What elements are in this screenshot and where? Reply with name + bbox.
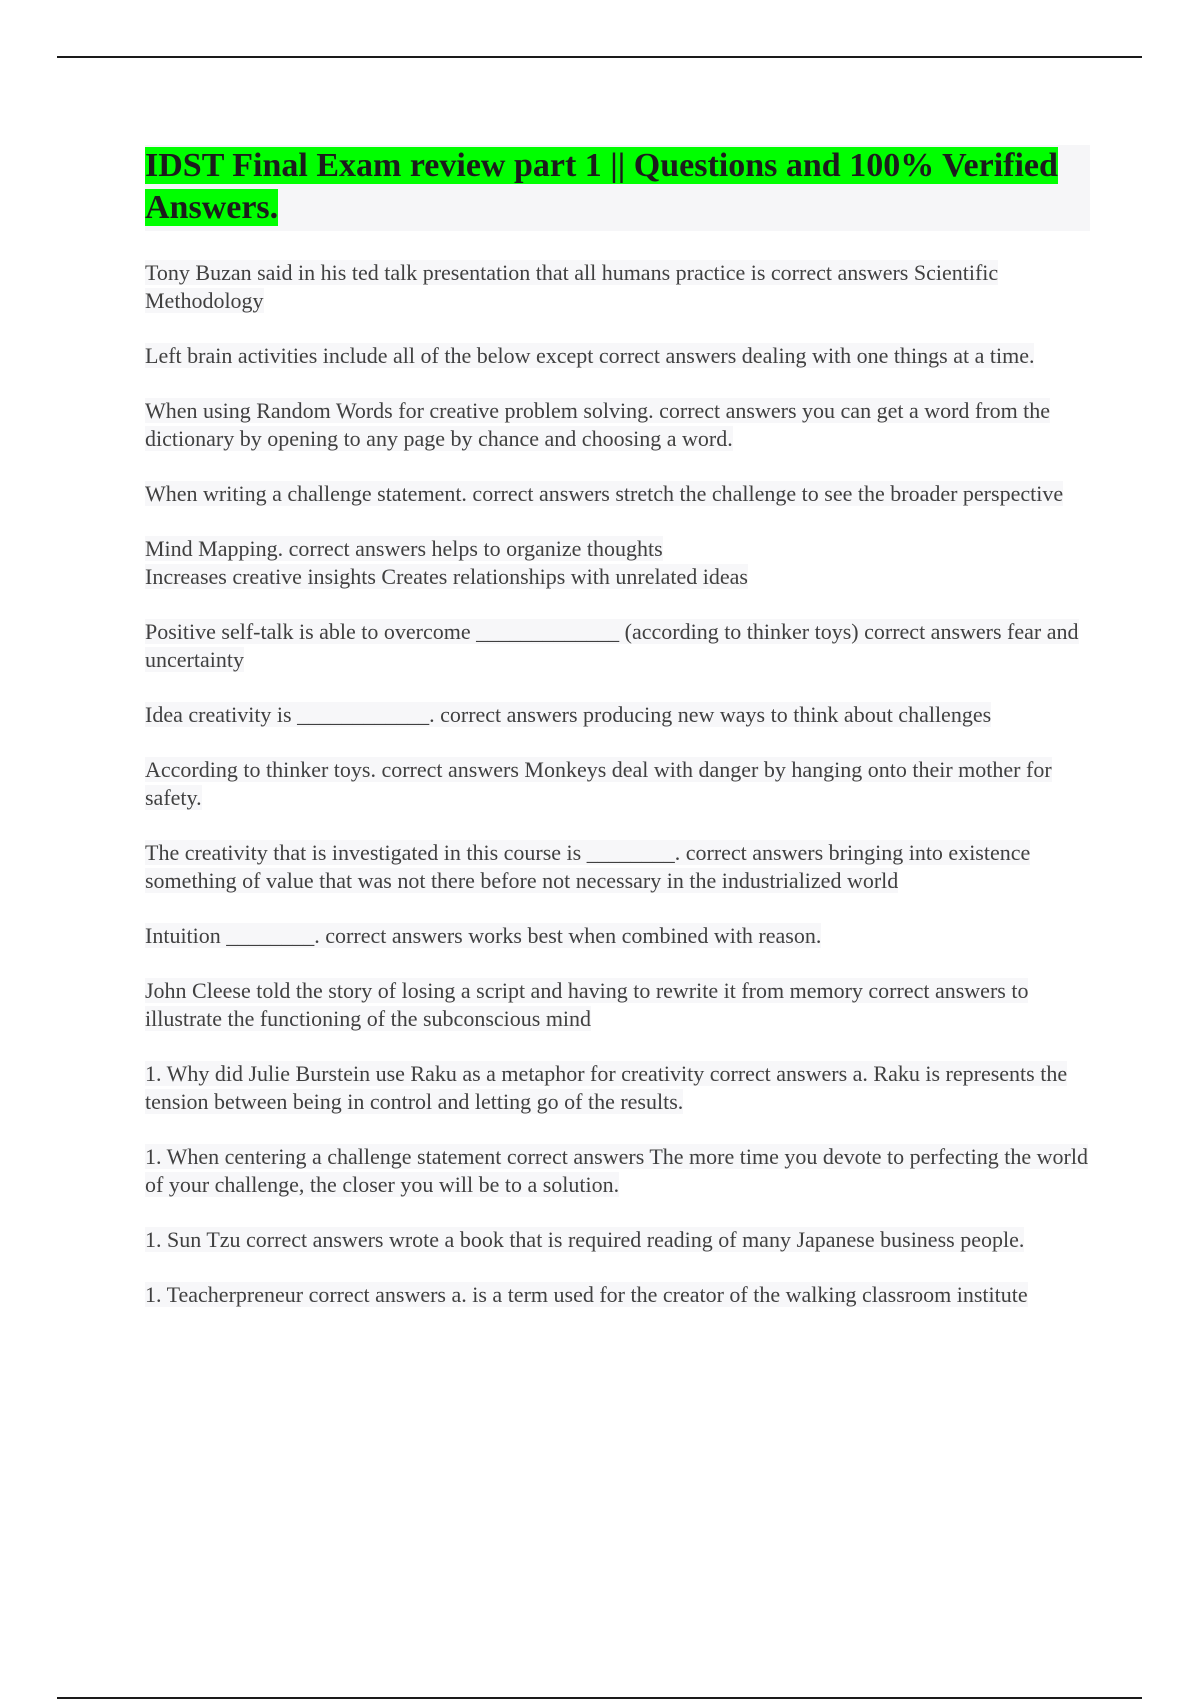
qa-item-10: Intuition ________. correct answers works best when combined with reason. [145, 923, 822, 948]
qa-item-15: 1. Teacherpreneur correct answers a. is a term used for the creator of the walking classroom institute [145, 1282, 1028, 1307]
qa-item-6: Positive self-talk is able to overcome _____________ (according to thinker toys) correct answers fear and uncertainty [145, 619, 1079, 672]
qa-item-13: 1. When centering a challenge statement correct answers The more time you devote to perfecting the world of your challenge, the closer you will be to a solution. [145, 1144, 1088, 1197]
qa-item-12: 1. Why did Julie Burstein use Raku as a metaphor for creativity correct answers a. Raku is represents the tension between being in control and letting go of the results. [145, 1061, 1068, 1114]
title-highlight: IDST Final Exam review part 1 || Questions and 100% Verified Answers. [145, 147, 1058, 226]
qa-item-9: The creativity that is investigated in this course is ________. correct answers bringing into existence something of value that was not there before not necessary in the industrialized world [145, 840, 1031, 893]
document-body [145, 145, 1090, 1336]
qa-item-1: Tony Buzan said in his ted talk presentation that all humans practice is correct answers Scientific Methodology [145, 260, 999, 313]
qa-item-14: 1. Sun Tzu correct answers wrote a book that is required reading of many Japanese business people. [145, 1227, 1025, 1252]
qa-item-7: Idea creativity is ____________. correct answers producing new ways to think about challenges [145, 702, 992, 727]
qa-item-2: Left brain activities include all of the below except correct answers dealing with one things at a time. [145, 343, 1035, 368]
bottom-rule [57, 1697, 1142, 1699]
qa-item-4: When writing a challenge statement. correct answers stretch the challenge to see the broader perspective [145, 481, 1064, 506]
qa-item-11: John Cleese told the story of losing a script and having to rewrite it from memory correct answers to illustrate the functioning of the subconscious mind [145, 978, 1029, 1031]
qa-list [145, 259, 1090, 1309]
qa-item-3: When using Random Words for creative problem solving. correct answers you can get a word from the dictionary by opening to any page by chance and choosing a word. [145, 398, 1051, 451]
qa-item-5: Mind Mapping. correct answers helps to organize thoughts Increases creative insights Creates relationships with unrelated ideas [145, 536, 748, 589]
document-title [145, 145, 1090, 229]
qa-item-8: According to thinker toys. correct answers Monkeys deal with danger by hanging onto their mother for safety. [145, 757, 1052, 810]
title-block [145, 145, 1090, 231]
top-rule [57, 56, 1142, 58]
